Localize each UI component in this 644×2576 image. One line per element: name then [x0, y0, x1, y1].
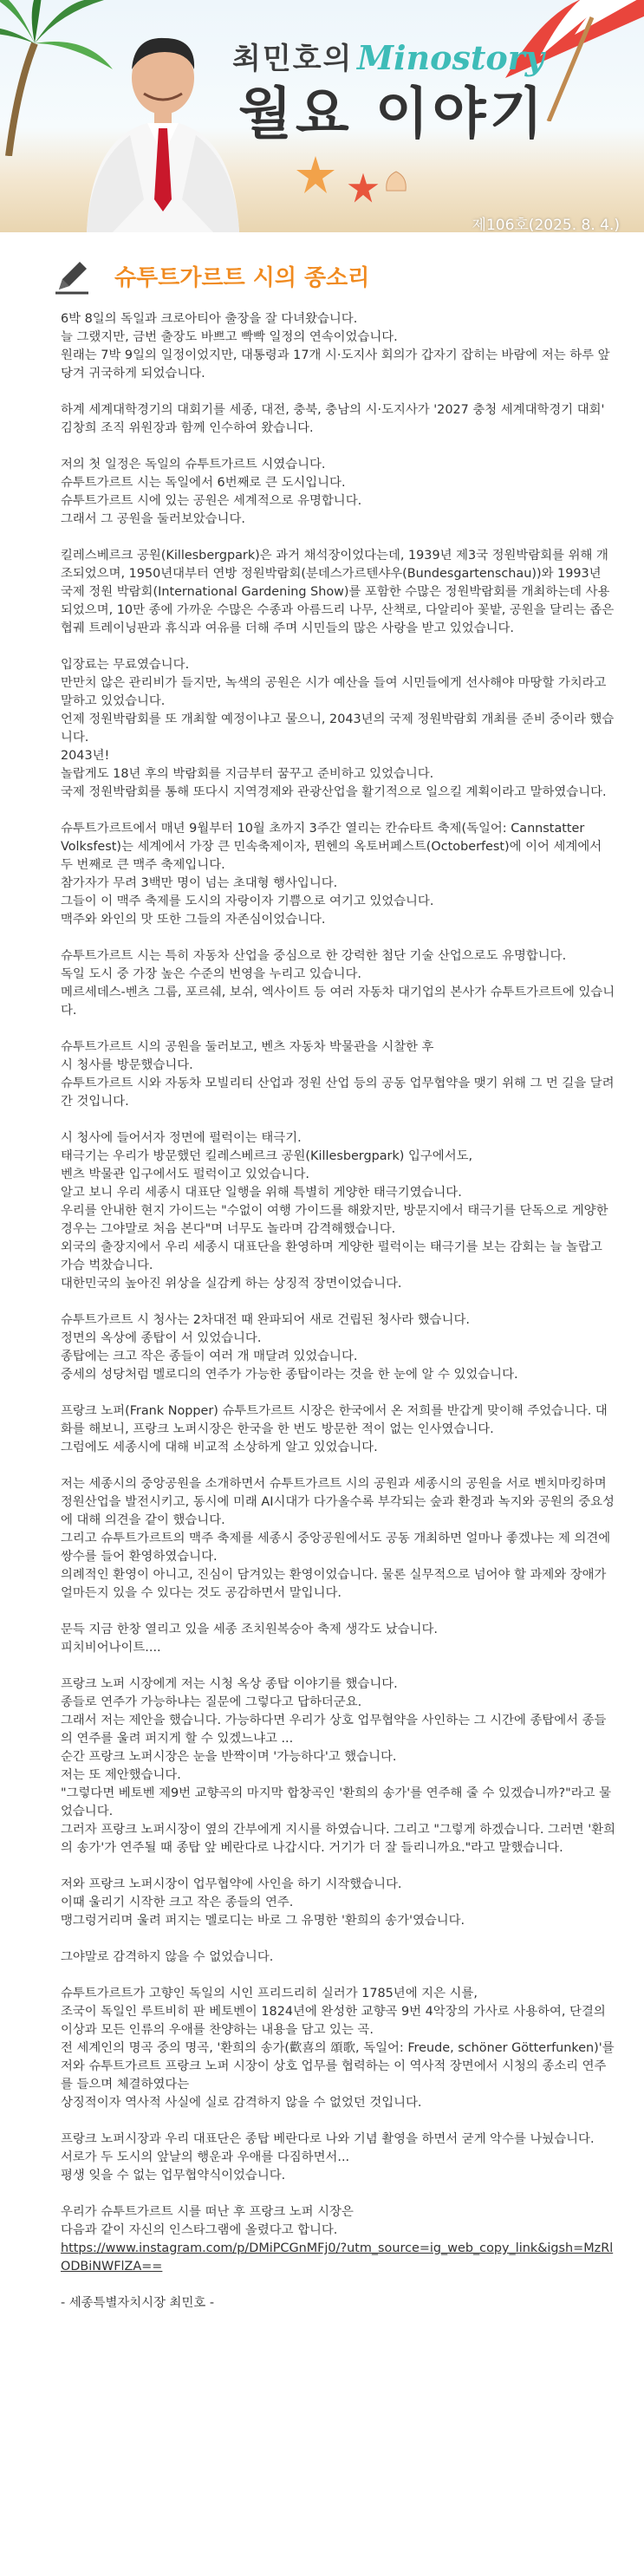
article-paragraph: 프랑크 노퍼 시장에게 저는 시청 옥상 종탑 이야기를 했습니다. 종들로 연주가 가능하냐는 질문에 그렇다고 답하더군요. 그래서 저는 제안을 했습니다. 가능하다면 우리가 상호 업무협약을 사인하는 그 시간에 종탑에서 종들의 연주를 울려 퍼지게 할 수 있겠느냐고 ... 순간 프랑크 노퍼시장은 눈을 반짝이며 '가능하다'고 했습니다. 저는 또 제안했습니다. "그렇다면 베토벤 제9번 교향곡의 마지막 합창곡인 '환희의 송가'를 연주해 줄 수 있겠습니까?"라고 물었습니다. 그러자 프랑크 노퍼시장이 옆의 간부에게 지시를 하였습니다. 그리고 "그렇게 하겠습니다. 그러면 '환희의 송가'가 연주될 때 종탑 앞 베란다로 나갑시다. 거기가 더 잘 들리니까요."라고 말했습니다.	[61, 1677, 616, 1855]
starfish-decoration	[347, 172, 380, 205]
article-paragraph: 저는 세종시의 중앙공원을 소개하면서 슈투트가르트 시의 공원과 세종시의 공원을 서로 벤치마킹하며 정원산업을 발전시키고, 동시에 미래 AI시대가 다가올수록 부각되는 숲과 환경과 녹지와 공원의 중요성에 대해 의견을 같이 했습니다. 그리고 슈투트가르트의 맥주 축제를 세종시 중앙공원에서도 공동 개최하면 얼마나 좋겠냐는 제 의견에 쌍수를 들어 환영하였습니다. 의례적인 환영이 아니고, 진심이 담겨있는 환영이었습니다. 물론 실무적으로 넘어야 할 과제와 장애가 얼마든지 있을 수 있다는 것도 공감하면서 말입니다.	[61, 1477, 615, 1600]
article-paragraph: 하계 세계대학경기의 대회기를 세종, 대전, 충북, 충남의 시·도지사가 '2027 충청 세계대학경기 대회' 김창희 조직 위원장과 함께 인수하여 왔습니다.	[61, 403, 605, 435]
signature: - 세종특별자치시장 최민호 -	[61, 2296, 215, 2310]
header-title-main: 월요 이야기	[238, 82, 547, 146]
article-paragraph: 슈투트가르트 시 청사는 2차대전 때 완파되어 새로 건립된 청사라 했습니다. 정면의 옥상에 종탑이 서 있었습니다. 종탑에는 크고 작은 종들이 여러 개 매달려 있었습니다. 중세의 성당처럼 멜로디의 연주가 가능한 종탑이라는 것을 한 눈에 알 수 있었습니다.	[61, 1313, 518, 1382]
article-paragraph: 입장료는 무료였습니다. 만만치 않은 관리비가 들지만, 녹색의 공원은 시가 예산을 들여 시민들에게 선사해야 마땅할 가치라고 말하고 있었습니다. 언제 정원박람회를 또 개최할 예정이냐고 물으니, 2043년의 국제 정원박람회 개최를 준비 중이라 했습니다. 2043년! 놀랍게도 18년 후의 박람회를 지금부터 꿈꾸고 준비하고 있었습니다. 국제 정원박람회를 통해 또다시 지역경제와 관광산업을 활기적으로 일으킬 계획이라고 말하였습니다.	[61, 658, 615, 799]
pen-icon	[52, 257, 92, 296]
article-content	[61, 251, 615, 2331]
header-title-small: 최민호의	[232, 42, 354, 76]
article-paragraph: 시 청사에 들어서자 정면에 펄럭이는 태극기. 태극기는 우리가 방문했던 킬레스베르크 공원(Killesbergpark) 입구에서도, 벤츠 박물관 입구에서도 펄럭이고 있었습니다. 알고 보니 우리 세종시 대표단 일행을 위해 특별히 게양한 태극기였습니다. 우리를 안내한 현지 가이드는 "수없이 여행 가이드를 해왔지만, 방문지에서 태극기를 단독으로 게양한 경우는 그야말로 처음 본다"며 너무도 놀라며 감격해했습니다. 외국의 출장지에서 우리 세종시 대표단을 환영하며 게양한 펄럭이는 태극기를 보는 감회는 늘 놀랍고 가슴 벅찼습니다. 대한민국의 높아진 위상을 실감케 하는 상징적 장면이었습니다.	[61, 1131, 608, 1291]
article-paragraph: 킬레스베르크 공원(Killesbergpark)은 과거 채석장이었다는데, 1939년 제3국 정원박람회를 위해 개조되었으며, 1950년대부터 연방 정원박람회(분데스가르텐샤우(Bundesgartenschau))와 1993년 국제 정원 박람회(International Gardening Show)를 포함한 수많은 정원박람회를 개최하는데 사용되었으며, 10만 종에 가까운 수많은 수종과 아름드리 나무, 산책로, 다알리아 꽃밭, 공원을 달리는 좁은 협궤 트레이닝판과 휴식과 여유를 더해 주며 시민들의 많은 사랑을 받고 있었습니다.	[61, 549, 615, 635]
article-paragraph: 그야말로 감격하지 않을 수 없었습니다.	[61, 1950, 274, 1964]
article-paragraph: 슈투트가르트에서 매년 9월부터 10월 초까지 3주간 열리는 칸슈타트 축제(독일어: Cannstatter Volksfest)는 세계에서 가장 큰 민속축제이자, 뮌헨의 옥토버페스트(Octoberfest)에 이어 세계에서 두 번째로 큰 맥주 축제입니다. 참가자가 무려 3백만 명이 넘는 초대형 행사입니다. 그들이 이 맥주 축제를 도시의 자랑이자 기쁨으로 여기고 있었습니다. 맥주와 와인의 맛 또한 그들의 자존심이었습니다.	[61, 822, 602, 927]
article-paragraph: 프랑크 노퍼시장과 우리 대표단은 종탑 베란다로 나와 기념 촬영을 하면서 굳게 악수를 나눴습니다. 서로가 두 도시의 앞날의 행운과 우애를 다짐하면서... 평생 잊을 수 없는 업무협약식이었습니다.	[61, 2132, 595, 2182]
header-banner	[0, 0, 644, 232]
seashell-decoration	[383, 170, 409, 192]
issue-number: 제106호(2025. 8. 4.)	[472, 217, 620, 232]
article-paragraph: 슈투트가르트 시는 특히 자동차 산업을 중심으로 한 강력한 첨단 기술 산업으로도 유명합니다. 독일 도시 중 가장 높은 수준의 번영을 누리고 있습니다. 메르세데스-벤츠 그룹, 포르쉐, 보쉬, 엑사이트 등 여러 자동차 대기업의 본사가 슈투트가르트에 있습니다.	[61, 949, 615, 1018]
article-paragraph: 슈투트가르트 시의 공원을 둘러보고, 벤츠 자동차 박물관을 시찰한 후 시 청사를 방문했습니다. 슈투트가르트 시와 자동차 모빌리티 산업과 정원 산업 등의 공동 업무협약을 맺기 위해 그 먼 길을 달려 간 것입니다.	[61, 1040, 615, 1109]
article-body	[61, 310, 615, 2185]
instagram-link[interactable]: https://www.instagram.com/p/DMiPCGnMFj0/?utm_source=ig_web_copy_link&igsh=MzRlODBiNWFlZA==	[61, 2241, 614, 2274]
article-paragraph: 문득 지금 한창 열리고 있을 세종 조치원복숭아 축제 생각도 났습니다. 피치비어나이트....	[61, 1623, 438, 1655]
article-paragraph: 저의 첫 일정은 독일의 슈투트가르트 시였습니다. 슈투트가르트 시는 독일에서 6번째로 큰 도시입니다. 슈투트가르트 시에 있는 공원은 세계적으로 유명합니다. 그래서 그 공원을 둘러보았습니다.	[61, 458, 362, 526]
article-paragraph: 슈투트가르트가 고향인 독일의 시인 프리드리히 실러가 1785년에 지은 시를, 조국이 독일인 루트비히 판 베토벤이 1824년에 완성한 교향곡 9번 4악장의 가사로 사용하여, 단결의 이상과 모든 인류의 우애를 찬양하는 내용을 담고 있는 곡. 전 세계인의 명곡 중의 명곡, '환희의 송가(歡喜의 頌歌, 독일어: Freude, schöner Götterfunken)'를 저와 슈투트가르트 프랑크 노퍼 시장이 상호 업무를 협력하는 이 역사적 장면에서 시청의 종소리 연주를 들으며 체결하였다는 상징적이자 역사적 사실에 실로 감격하지 않을 수 없었던 것입니다.	[61, 1987, 615, 2110]
article-paragraph: 저와 프랑크 노퍼시장이 업무협약에 사인을 하기 시작했습니다. 이때 울리기 시작한 크고 작은 종들의 연주. 맹그렁거리며 울려 퍼지는 멜로디는 바로 그 유명한 '환희의 송가'였습니다.	[61, 1877, 465, 1928]
article-paragraph: 6박 8일의 독일과 크로아티아 출장을 잘 다녀왔습니다. 늘 그랬지만, 금번 출장도 바쁘고 빡빡 일정의 연속이었습니다. 원래는 7박 9일의 일정이었지만, 대통령과 17개 시·도지사 회의가 갑자기 잡히는 바람에 저는 하루 앞당겨 귀국하게 되었습니다.	[61, 312, 610, 381]
starfish-decoration	[295, 154, 336, 196]
article-paragraph: 프랑크 노퍼(Frank Nopper) 슈투트가르트 시장은 한국에서 온 저희를 반갑게 맞이해 주었습니다. 대화를 해보니, 프랑크 노퍼시장은 한국을 한 번도 방문한 적이 없는 인사였습니다. 그럼에도 세종시에 대해 비교적 소상하게 알고 있었습니다.	[61, 1404, 608, 1454]
article-closing	[61, 2203, 615, 2313]
article-heading: 슈투트가르트 시의 종소리	[114, 265, 370, 291]
closing-text: 우리가 슈투트가르트 시를 떠난 후 프랑크 노퍼 시장은 다음과 같이 자신의 인스타그램에 올렸다고 합니다.	[61, 2205, 354, 2237]
header-title-english: Minostory	[357, 38, 544, 77]
article-heading-row	[61, 251, 615, 303]
